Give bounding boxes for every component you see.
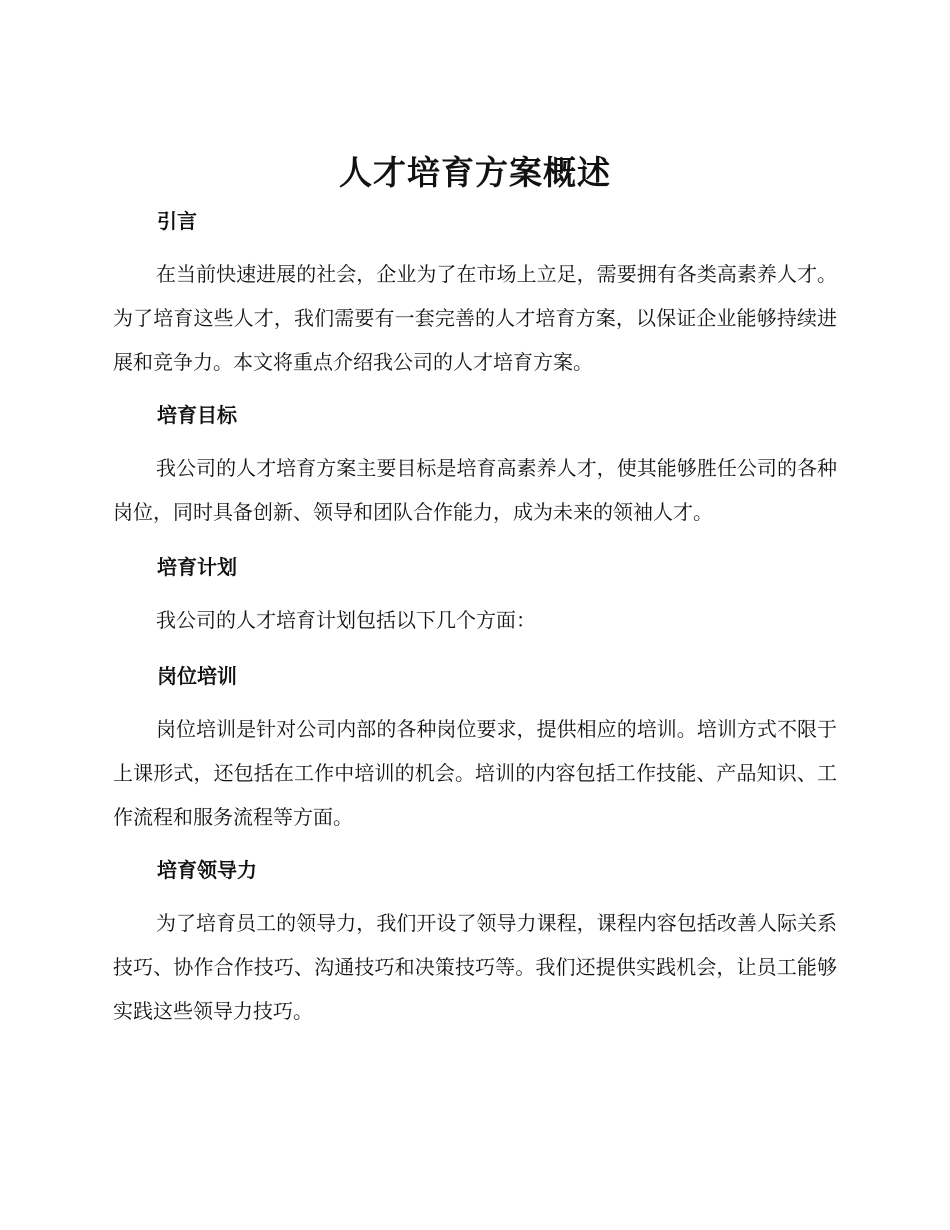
section-paragraph-job-training: 岗位培训是针对公司内部的各种岗位要求，提供相应的培训。培训方式不限于上课形式，还包括在工作中培训的机会。培训的内容包括工作技能、产品知识、工作流程和服务流程等方面。 bbox=[113, 717, 837, 829]
document-title: 人才培育方案概述 bbox=[339, 153, 611, 192]
section-heading-leadership: 培育领导力 bbox=[157, 858, 257, 882]
section-paragraph-leadership: 为了培育员工的领导力，我们开设了领导力课程，课程内容包括改善人际关系技巧、协作合作技巧、沟通技巧和决策技巧等。我们还提供实践机会，让员工能够实践这些领导力技巧。 bbox=[113, 911, 837, 1023]
section-heading-introduction: 引言 bbox=[157, 209, 197, 233]
section-heading-plan: 培育计划 bbox=[157, 555, 237, 579]
section-paragraph-introduction: 在当前快速进展的社会，企业为了在市场上立足，需要拥有各类高素养人才。为了培育这些人才，我们需要有一套完善的人才培育方案，以保证企业能够持续进展和竞争力。本文将重点介绍我公司的人才培育方案。 bbox=[113, 262, 837, 374]
section-paragraph-plan: 我公司的人才培育计划包括以下几个方面： bbox=[156, 608, 536, 632]
section-paragraph-goals: 我公司的人才培育方案主要目标是培育高素养人才，使其能够胜任公司的各种岗位，同时具备创新、领导和团队合作能力，成为未来的领袖人才。 bbox=[113, 456, 837, 524]
section-heading-goals: 培育目标 bbox=[157, 403, 237, 427]
section-heading-job-training: 岗位培训 bbox=[157, 664, 237, 688]
